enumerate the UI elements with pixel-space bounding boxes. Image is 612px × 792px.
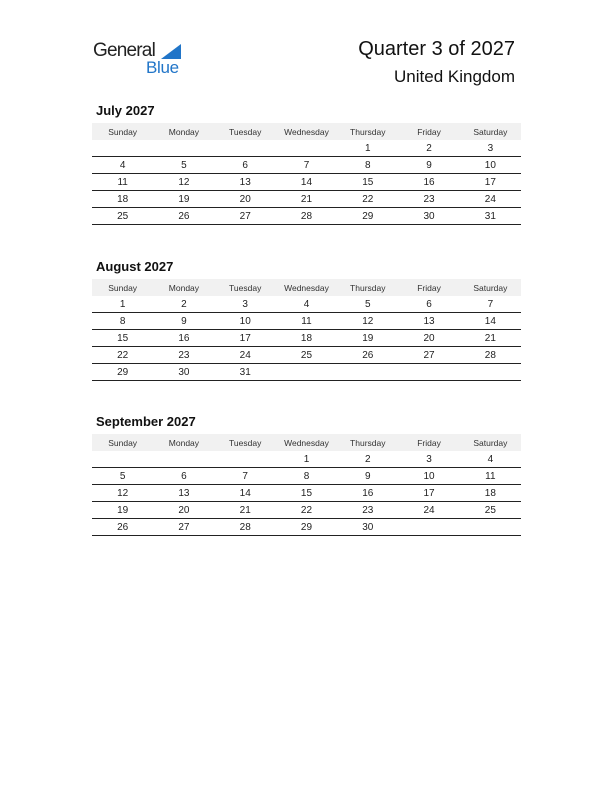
day-cell: 31 [460,208,521,225]
day-cell: 17 [215,330,276,347]
day-cell: 8 [92,313,153,330]
day-cell: 26 [92,519,153,536]
week-row [92,330,521,347]
day-cell: 10 [215,313,276,330]
day-cell: 8 [337,157,398,174]
calendar-table [92,434,521,536]
week-row [92,296,521,313]
weekday-header: Wednesday [276,123,337,140]
weekday-header-row [92,123,521,140]
page-subtitle-country: United Kingdom [394,67,515,86]
day-cell: 29 [337,208,398,225]
day-cell: 23 [337,502,398,519]
weekday-header: Monday [153,123,214,140]
day-cell: 1 [92,296,153,313]
day-cell: 28 [460,347,521,364]
month-calendar [92,258,521,381]
calendar-table [92,279,521,381]
day-cell: 18 [92,191,153,208]
day-cell: 6 [215,157,276,174]
day-cell: 9 [398,157,459,174]
page-title: Quarter 3 of 2027 [358,38,515,60]
day-cell: 5 [153,157,214,174]
day-cell: 11 [460,468,521,485]
week-row [92,364,521,381]
day-cell [337,364,398,381]
day-cell: 25 [276,347,337,364]
day-cell: 11 [92,174,153,191]
day-cell: 12 [153,174,214,191]
day-cell [460,364,521,381]
logo-text-general: General [93,40,155,61]
day-cell [215,140,276,157]
day-cell: 9 [337,468,398,485]
day-cell: 16 [337,485,398,502]
day-cell: 21 [215,502,276,519]
day-cell: 3 [215,296,276,313]
day-cell [460,519,521,536]
day-cell: 19 [153,191,214,208]
day-cell: 10 [460,157,521,174]
day-cell: 23 [153,347,214,364]
day-cell: 14 [276,174,337,191]
day-cell: 29 [92,364,153,381]
day-cell: 7 [276,157,337,174]
day-cell: 31 [215,364,276,381]
day-cell: 4 [460,451,521,468]
day-cell: 21 [276,191,337,208]
day-cell: 26 [153,208,214,225]
week-row [92,191,521,208]
weekday-header: Tuesday [215,279,276,296]
week-row [92,157,521,174]
day-cell [276,140,337,157]
weekday-header: Thursday [337,123,398,140]
day-cell: 7 [215,468,276,485]
day-cell: 30 [337,519,398,536]
weekday-header: Thursday [337,279,398,296]
day-cell: 24 [398,502,459,519]
weekday-header: Saturday [460,279,521,296]
month-title: August 2027 [96,259,174,274]
month-calendar [92,413,521,536]
weekday-header-row [92,434,521,451]
day-cell: 27 [153,519,214,536]
calendar-table [92,123,521,225]
day-cell: 1 [276,451,337,468]
month-title: July 2027 [96,103,155,118]
day-cell: 2 [337,451,398,468]
day-cell [398,364,459,381]
week-row [92,519,521,536]
day-cell [215,451,276,468]
day-cell: 22 [92,347,153,364]
week-row [92,208,521,225]
day-cell: 20 [398,330,459,347]
day-cell: 20 [215,191,276,208]
logo-text-blue: Blue [146,58,179,77]
day-cell: 4 [276,296,337,313]
day-cell: 9 [153,313,214,330]
day-cell: 6 [153,468,214,485]
day-cell: 3 [398,451,459,468]
day-cell: 22 [337,191,398,208]
day-cell: 3 [460,140,521,157]
generalblue-logo [93,40,193,80]
day-cell: 29 [276,519,337,536]
day-cell: 25 [460,502,521,519]
day-cell [276,364,337,381]
day-cell: 28 [215,519,276,536]
day-cell [153,451,214,468]
weekday-header: Tuesday [215,434,276,451]
day-cell: 19 [92,502,153,519]
day-cell: 14 [460,313,521,330]
day-cell [153,140,214,157]
day-cell: 13 [153,485,214,502]
day-cell: 6 [398,296,459,313]
day-cell: 15 [337,174,398,191]
day-cell: 13 [215,174,276,191]
day-cell: 18 [460,485,521,502]
day-cell: 24 [215,347,276,364]
weekday-header: Saturday [460,123,521,140]
day-cell: 24 [460,191,521,208]
day-cell: 15 [276,485,337,502]
day-cell: 2 [153,296,214,313]
day-cell: 15 [92,330,153,347]
logo-triangle-icon [161,44,181,59]
weekday-header: Sunday [92,434,153,451]
weekday-header: Tuesday [215,123,276,140]
day-cell: 26 [337,347,398,364]
day-cell: 19 [337,330,398,347]
day-cell: 5 [337,296,398,313]
day-cell: 7 [460,296,521,313]
weekday-header: Monday [153,279,214,296]
day-cell [398,519,459,536]
weekday-header: Friday [398,434,459,451]
day-cell: 20 [153,502,214,519]
week-row [92,313,521,330]
day-cell: 13 [398,313,459,330]
weekday-header: Sunday [92,279,153,296]
week-row [92,485,521,502]
day-cell: 14 [215,485,276,502]
week-row [92,174,521,191]
day-cell: 4 [92,157,153,174]
weekday-header: Monday [153,434,214,451]
day-cell: 22 [276,502,337,519]
day-cell: 1 [337,140,398,157]
weekday-header: Wednesday [276,279,337,296]
day-cell: 16 [153,330,214,347]
day-cell: 12 [92,485,153,502]
week-row [92,502,521,519]
day-cell: 12 [337,313,398,330]
day-cell: 23 [398,191,459,208]
day-cell: 28 [276,208,337,225]
weekday-header-row [92,279,521,296]
day-cell: 16 [398,174,459,191]
day-cell: 21 [460,330,521,347]
day-cell: 17 [460,174,521,191]
day-cell: 11 [276,313,337,330]
day-cell: 27 [215,208,276,225]
weekday-header: Thursday [337,434,398,451]
day-cell: 8 [276,468,337,485]
day-cell: 30 [153,364,214,381]
month-calendar [92,102,521,225]
week-row [92,140,521,157]
day-cell: 18 [276,330,337,347]
weekday-header: Saturday [460,434,521,451]
day-cell: 2 [398,140,459,157]
weekday-header: Friday [398,123,459,140]
day-cell: 5 [92,468,153,485]
day-cell [92,140,153,157]
day-cell: 17 [398,485,459,502]
day-cell: 27 [398,347,459,364]
week-row [92,451,521,468]
day-cell: 10 [398,468,459,485]
weekday-header: Friday [398,279,459,296]
weekday-header: Sunday [92,123,153,140]
week-row [92,347,521,364]
week-row [92,468,521,485]
day-cell [92,451,153,468]
day-cell: 30 [398,208,459,225]
month-title: September 2027 [96,414,196,429]
weekday-header: Wednesday [276,434,337,451]
day-cell: 25 [92,208,153,225]
